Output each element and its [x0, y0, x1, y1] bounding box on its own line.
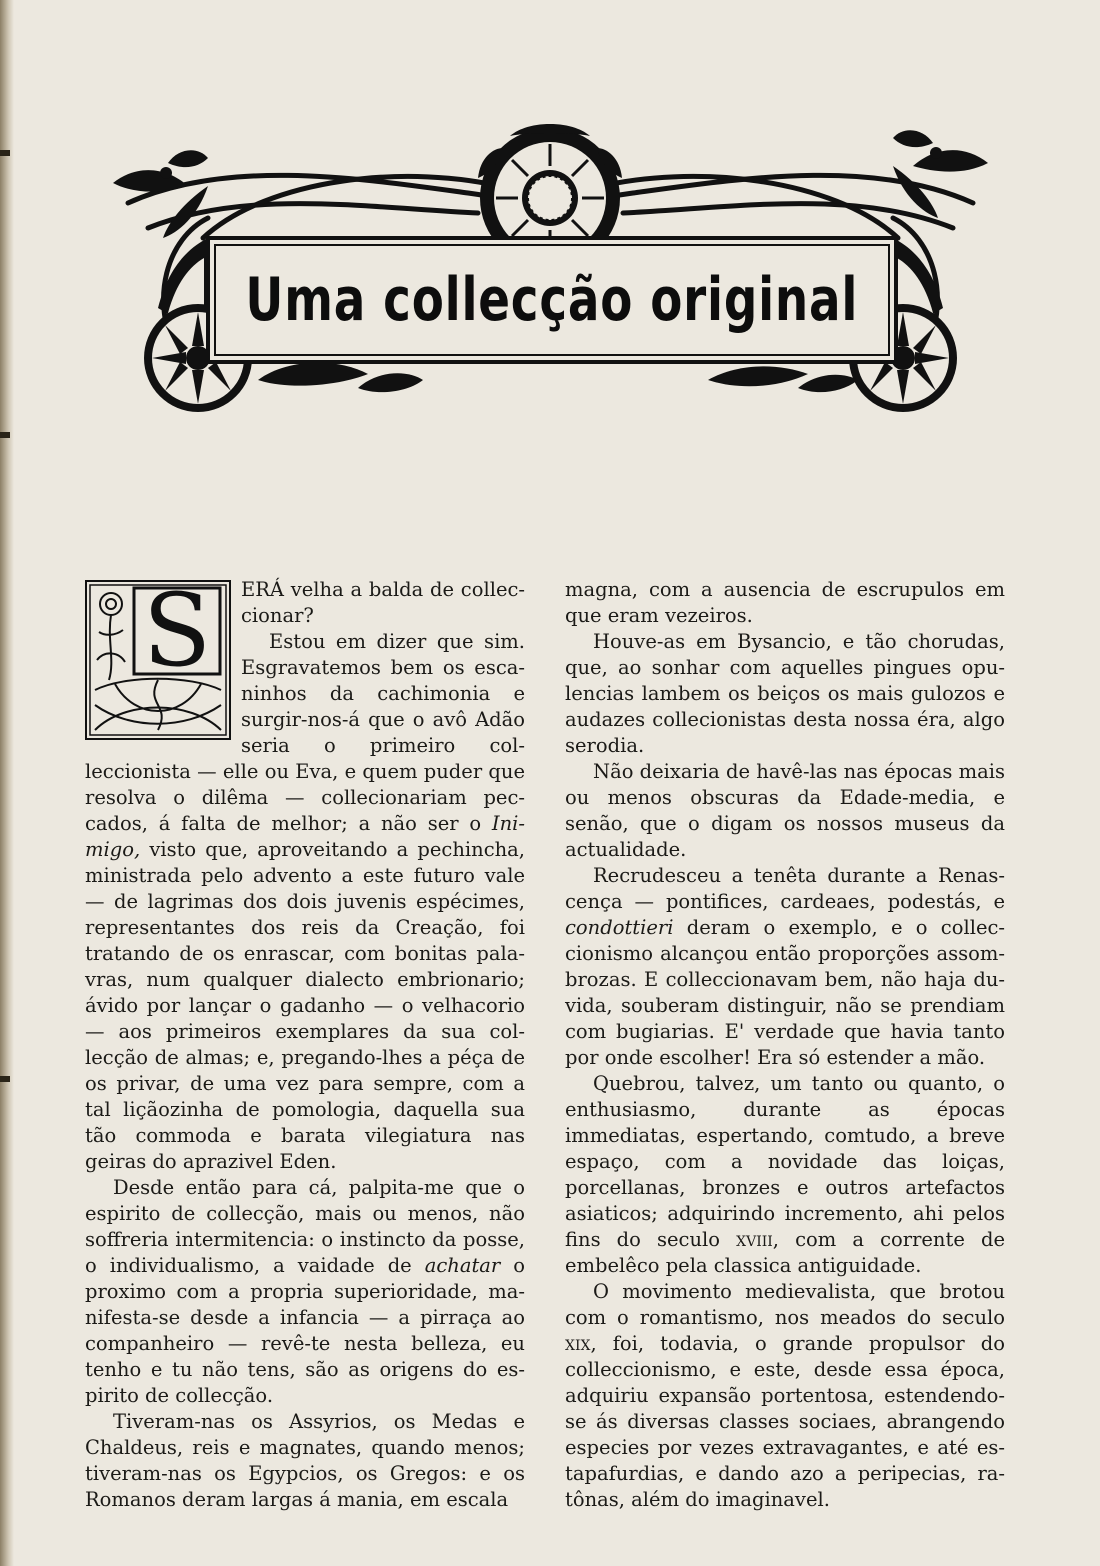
text-run: Não deixaria de havê-las nas épocas mais ou menos obscuras da Edade-media, e senão, que o digam os nossos museus da actualidade.: [565, 760, 1005, 861]
text-run: Quebrou, talvez, um tanto ou quanto, o enthusiasmo, durante as épocas immediatas, espertando, comtudo, a breve espaço, com a novidade das loiças, porcellanas, bronzes e outros artefactos asiaticos; adquirindo incremento, ahi pelos fins do seculo: [565, 1072, 1005, 1251]
page-binding-edge: [0, 0, 14, 1566]
text-run: , foi, todavia, o grande propulsor do colleccionismo, e este, desde essa época, adquiriu expansão portentosa, estendendo-se ás diversas classes sociaes, abrangendo especies por vezes extravagantes, e até estapafurdias, e dando azo a peripecias, ratônas, além do imaginavel.: [565, 1332, 1005, 1511]
paragraph: [565, 863, 1005, 1071]
text-run: ERÁ: [241, 578, 284, 601]
text-run: Desde então para cá, palpita-me que o espirito de collecção, mais ou menos, não soffreria intermitencia: o instincto da posse, o individualismo, a vaidade de: [85, 1176, 525, 1277]
paragraph: [565, 629, 1005, 759]
text-run: o proximo com a propria superioridade, manifesta-se desde a infancia — a pirraça ao companheiro — revê-te nesta belleza, eu tenho e tu não tens, são as origens do espirito de collecção.: [85, 1254, 525, 1407]
text-run: magna, com a ausencia de escrupulos em que eram vezeiros.: [565, 578, 1005, 627]
article-title: Uma collecção original: [245, 265, 859, 335]
paragraph: [565, 759, 1005, 863]
drop-cap: [85, 572, 231, 740]
text-run: deram o exemplo, e o colleccionismo alcançou então proporções assombrozas. E colleccionavam bem, não haja duvida, souberam distinguir, não se prendiam com bugiarias. E' verdade que havia tanto por onde escolher! Era só estender a mão.: [565, 916, 1005, 1069]
text-run: visto que, aproveitando a pechincha, ministrada pelo advento a este futuro vale — de lagrimas dos dois juvenis espécimes, representantes dos reis da Creação, foi tratando de os enrascar, com bonitas palavras, num qualquer dialecto embrionario; ávido por lançar o gadanho — o velhacorio — aos primeiros exemplares da sua collecção de almas; e, pregando-lhes a péça de os privar, de uma vez para sempre, com a tal liçãozinha de pomologia, daquella sua tão commoda e barata vilegiatura nas geiras do aprazivel Eden.: [85, 838, 525, 1173]
text-run: Estou em dizer que sim. Esgravatemos bem os escaninhos da cachimonia e surgir-nos-á que o avô Adão seria o primeiro colleccionista — elle ou Eva, e quem puder que resolva o dilêma — collecionariam peccados, á falta de melhor; a não ser o: [85, 630, 525, 835]
text-run: Tiveram-nas os Assyrios, os Medas e Chaldeus, reis e magnates, quando menos; tiveram-nas os Egypcios, os Gregos: e os Romanos deram largas á mania, em escala: [85, 1410, 525, 1511]
text-run: xix: [565, 1332, 591, 1355]
text-run: Inimigo,: [85, 812, 525, 861]
text-run: Recrudesceu a tenêta durante a Renascença — pontifices, cardeaes, podestás, e: [565, 864, 1005, 913]
text-run: , com a corrente de embelêco pela classica antiguidade.: [565, 1228, 1005, 1277]
text-run: achatar: [424, 1254, 501, 1277]
drop-cap-letter: S: [142, 572, 212, 689]
text-run: xviii: [736, 1228, 773, 1251]
text-run: velha a balda de colleccionar?: [241, 578, 525, 627]
paragraph: [565, 577, 1005, 629]
paragraph: [565, 1071, 1005, 1279]
text-run: O movimento medievalista, que brotou com o romantismo, nos meados do seculo: [565, 1280, 1005, 1329]
text-run: condottieri: [565, 916, 674, 939]
paragraph: [565, 1279, 1005, 1513]
paragraph: [85, 1409, 525, 1513]
text-run: Houve-as em Bysancio, e tão chorudas, que, ao sonhar com aquelles pingues opulencias lambem os beiços os mais gulozos e audazes collecionistas desta nossa éra, algo serodia.: [565, 630, 1005, 757]
text-column-right: [565, 577, 1005, 1513]
paragraph: [85, 1175, 525, 1409]
binding-mark: [0, 150, 10, 156]
text-column-left: [85, 572, 525, 1513]
title-frame: [206, 236, 898, 364]
binding-mark: [0, 1076, 10, 1082]
binding-mark: [0, 432, 10, 438]
